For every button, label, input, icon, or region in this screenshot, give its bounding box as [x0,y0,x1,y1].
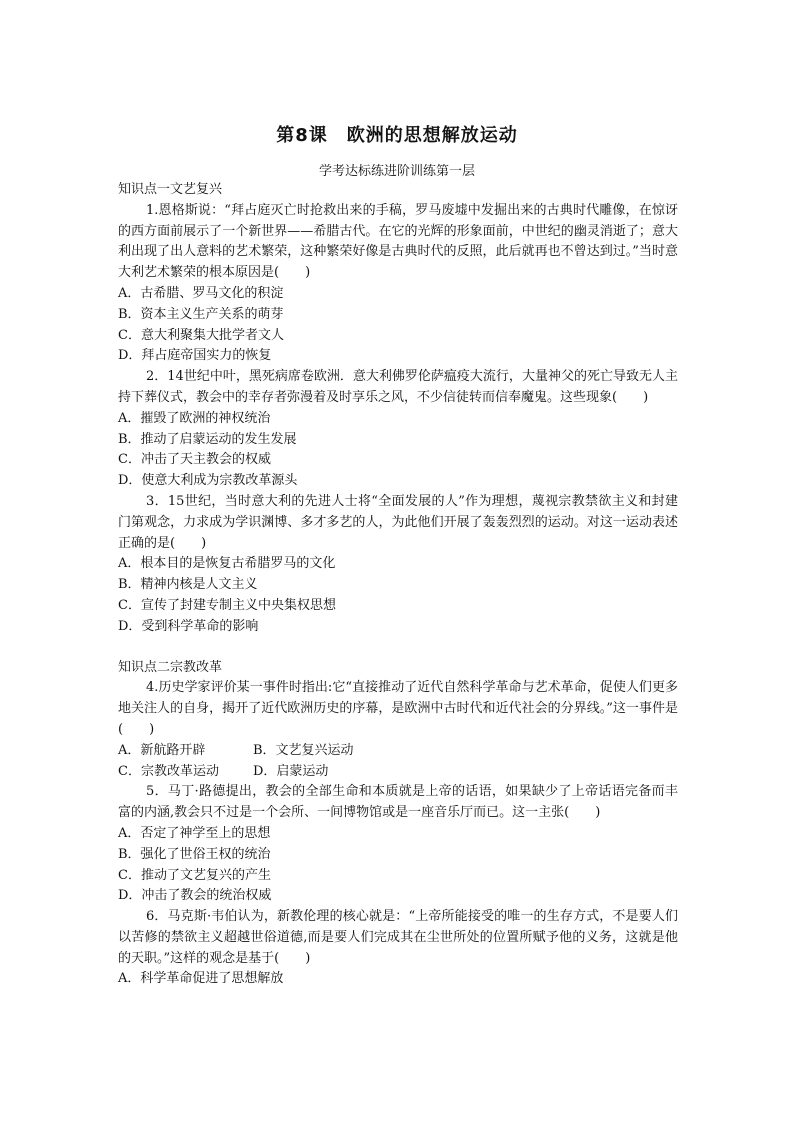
question-3-option-d: D．受到科学革命的影响 [118,618,259,634]
question-2-option-d: D．使意大利成为宗教改革源头 [118,473,298,489]
question-4-stem: 4.历史学家评价某一事件时指出:它“直接推动了近代自然科学革命与艺术革命，促使人们更多地关注人的自身，揭开了近代欧洲历史的序幕，是欧洲中古时代和近代社会的分界线。”这一事件是( ) [118,680,678,737]
question-5-stem: 5．马丁·路德提出，教会的全部生命和本质就是上帝的话语，如果缺少了上帝话语完备而丰富的内涵,教会只不过是一个会所、一间博物馆或是一座音乐厅而已。这一主张( ) [118,784,678,821]
page-subtitle: 学考达标练进阶训练第一层 [318,164,475,179]
question-6-stem: 6．马克斯·韦伯认为，新教伦理的核心就是：“上帝所能接受的唯一的生存方式，不是要人们以苦修的禁欲主义超越世俗道德,而是要人们完成其在尘世所处的位置所赋予他的义务，这就是他的天职。”这样的观念是基于( ) [118,909,678,966]
question-4-options-row-2 [118,762,678,783]
question-1-option-d: D．拜占庭帝国实力的恢复 [118,348,272,364]
question-1-stem: 1.恩格斯说：“拜占庭灭亡时抢救出来的手稿，罗马废墟中发掘出来的古典时代雕像，在惊讶的西方面前展示了一个新世界——希腊古代。在它的光辉的形象面前，中世纪的幽灵消逝了；意大利出现了出人意料的艺术繁荣，这种繁荣好像是古典时代的反照，此后就再也不曾达到过。”当时意大利艺术繁荣的根本原因是( ) [118,202,678,281]
question-2-stem: 2．14世纪中叶，黑死病席卷欧洲．意大利佛罗伦萨瘟疫大流行，大量神父的死亡导致无人主持下葬仪式，教会中的幸存者弥漫着及时享乐之风，不少信徒转而信奉魔鬼。这些现象( ) [118,369,678,405]
question-3-option-c: C．宣传了封建专制主义中央集权思想 [118,597,336,613]
question-1-option-b: B．资本主义生产关系的萌芽 [118,306,284,322]
question-4-options-row-1 [118,741,678,762]
question-3-option-a: A．根本目的是恢复古希腊罗马的文化 [118,556,336,572]
section-spacer [118,638,678,658]
question-6-option-a: A．科学革命促进了思想解放 [118,971,284,987]
section-heading-renaissance: 知识点一文艺复兴 [118,182,223,197]
question-5-option-b: B．强化了世俗王权的统治 [118,846,271,862]
question-1-option-a: A．古希腊、罗马文化的积淀 [118,285,284,301]
question-2-option-c: C．冲击了天主教会的权威 [118,452,271,468]
question-2-option-a: A．摧毁了欧洲的神权统治 [118,410,271,426]
question-5-option-a: A．否定了神学至上的思想 [118,825,271,841]
question-4-option-d: D．启蒙运动 [253,763,329,779]
question-4-option-c: C．宗教改革运动 [118,763,219,779]
question-5-option-c: C．推动了文艺复兴的产生 [118,867,271,883]
document-body [118,180,678,990]
section-heading-reformation: 知识点二宗教改革 [118,659,223,675]
question-3-stem: 3．15世纪，当时意大利的先进人士将“全面发展的人”作为理想，蔑视宗教禁欲主义和封建门第观念，力求成为学识渊博、多才多艺的人，为此他们开展了轰轰烈烈的运动。对这一运动表述正确的是( ) [118,493,678,551]
question-5-option-d: D．冲击了教会的统治权威 [118,888,272,904]
page-title: 第8课 欧洲的思想解放运动 [276,125,518,146]
question-4-option-b: B．文艺复兴运动 [253,742,354,758]
question-4-option-a: A．新航路开辟 [118,742,206,758]
question-1-option-c: C．意大利聚集大批学者文人 [118,327,284,343]
question-2-option-b: B．推动了启蒙运动的发生发展 [118,431,297,447]
question-3-option-b: B．精神内核是人文主义 [118,577,258,593]
